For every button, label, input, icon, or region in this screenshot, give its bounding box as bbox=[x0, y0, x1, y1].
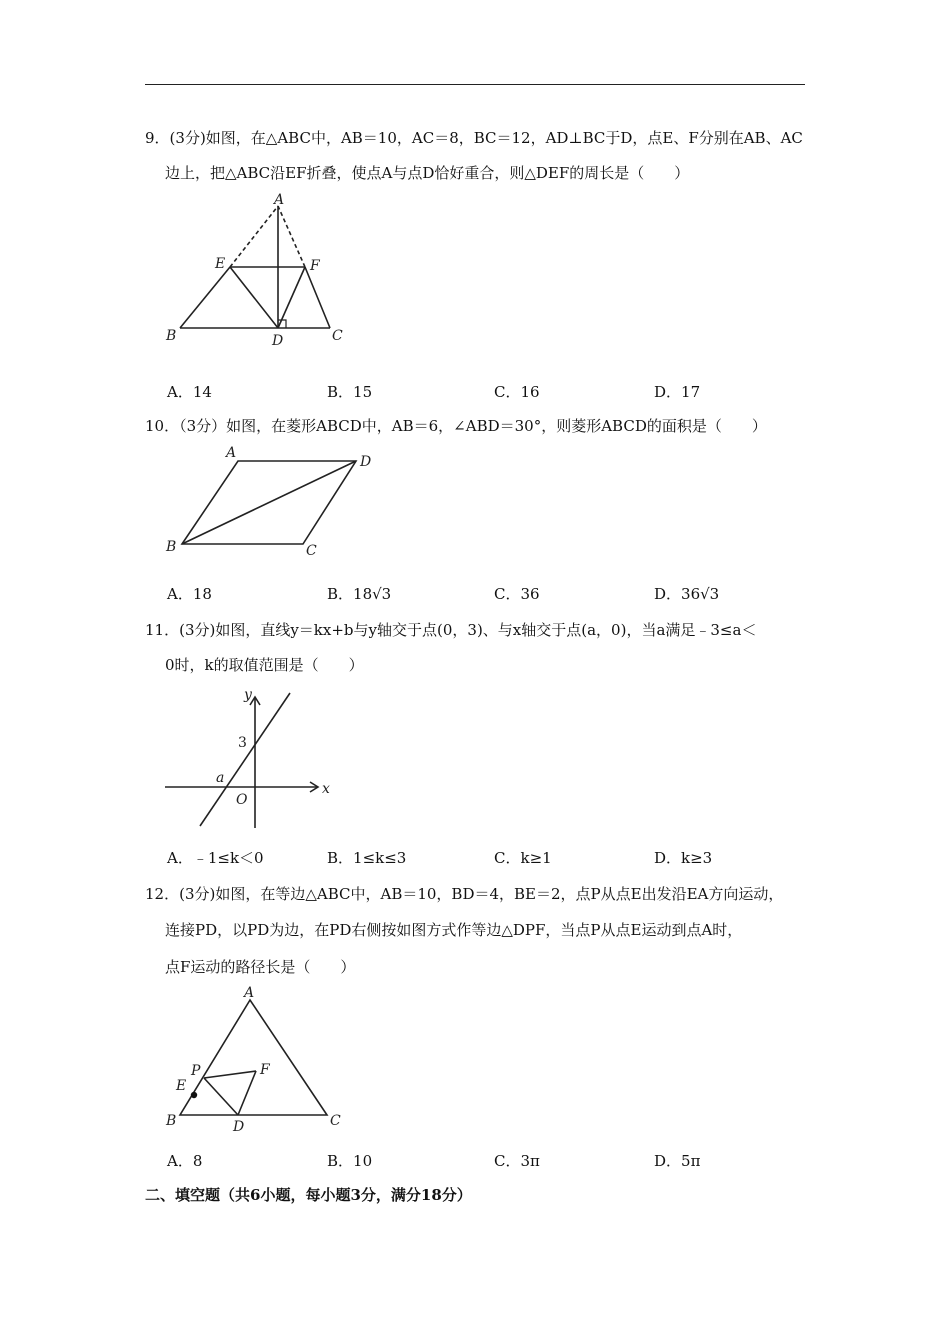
question-9-line-2: 边上，把△ABC沿EF折叠，使点A与点D恰好重合，则△DEF的周长是（ ） bbox=[165, 164, 690, 182]
question-12-option-a[interactable]: A．8 bbox=[167, 1152, 203, 1170]
question-12-option-b[interactable]: B．10 bbox=[327, 1152, 373, 1170]
question-10-figure bbox=[160, 442, 390, 564]
question-12-line-1: 12．(3分)如图，在等边△ABC中，AB＝10，BD＝4，BE＝2，点P从点E出发沿EA方向运动， bbox=[145, 885, 784, 903]
fig10-label-b: B bbox=[166, 539, 177, 555]
fig10-label-a: A bbox=[226, 445, 237, 461]
fig12-label-c: C bbox=[330, 1113, 341, 1129]
question-9-figure bbox=[160, 190, 360, 352]
question-11-option-c[interactable]: C．k≥1 bbox=[494, 849, 552, 867]
question-10-option-b[interactable]: B．18√3 bbox=[327, 585, 392, 603]
question-11-option-b[interactable]: B．1≤k≤3 bbox=[327, 849, 407, 867]
fig9-label-e: E bbox=[215, 256, 226, 272]
fig11-label-3: 3 bbox=[238, 735, 247, 751]
fig12-label-e: E bbox=[176, 1078, 187, 1094]
question-12-line-3: 点F运动的路径长是（ ） bbox=[165, 958, 356, 976]
question-12-line-2: 连接PD，以PD为边，在PD右侧按如图方式作等边△DPF，当点P从点E运动到点A时， bbox=[165, 921, 743, 939]
fig9-label-f: F bbox=[310, 258, 320, 274]
question-10-option-c[interactable]: C．36 bbox=[494, 585, 540, 603]
fig12-label-d: D bbox=[233, 1119, 245, 1135]
fig11-label-y: y bbox=[244, 687, 252, 703]
question-10-option-d[interactable]: D．36√3 bbox=[654, 585, 720, 603]
question-11-line-1: 11．(3分)如图，直线y＝kx+b与y轴交于点(0，3)、与x轴交于点(a，0)，当a满足﹣3≤a＜ bbox=[145, 621, 757, 639]
section-heading: 二、填空题（共6小题，每小题3分，满分18分） bbox=[145, 1186, 472, 1204]
fig10-label-d: D bbox=[360, 454, 372, 470]
fig11-label-x: x bbox=[322, 781, 330, 797]
question-10-option-a[interactable]: A．18 bbox=[167, 585, 212, 603]
fig12-label-p: P bbox=[191, 1063, 201, 1079]
question-12-figure bbox=[160, 985, 360, 1135]
fig11-label-a: a bbox=[216, 770, 225, 786]
fig12-label-b: B bbox=[166, 1113, 177, 1129]
question-11-option-d[interactable]: D．k≥3 bbox=[654, 849, 713, 867]
question-12-option-d[interactable]: D．5π bbox=[654, 1152, 701, 1170]
question-11-option-a[interactable]: A．﹣1≤k＜0 bbox=[167, 849, 264, 867]
question-10-line-1: 10．（3分）如图，在菱形ABCD中，AB＝6，∠ABD＝30°，则菱形ABCD的面积是（ ） bbox=[145, 417, 767, 435]
question-9-option-a[interactable]: A．14 bbox=[167, 383, 212, 401]
fig12-label-a: A bbox=[244, 985, 255, 1001]
fig10-label-c: C bbox=[306, 543, 317, 559]
question-11-figure bbox=[160, 683, 340, 833]
fig9-label-b: B bbox=[166, 328, 177, 344]
question-9-option-b[interactable]: B．15 bbox=[327, 383, 373, 401]
fig12-point-e bbox=[191, 1092, 197, 1098]
question-11-line-2: 0时，k的取值范围是（ ） bbox=[165, 656, 364, 674]
header-rule bbox=[145, 84, 805, 85]
question-9-line-1: 9．(3分)如图，在△ABC中，AB＝10，AC＝8，BC＝12，AD⊥BC于D，点E、F分别在AB、AC bbox=[145, 129, 803, 147]
question-9-option-d[interactable]: D．17 bbox=[654, 383, 701, 401]
fig11-label-o: O bbox=[236, 792, 248, 808]
fig12-label-f: F bbox=[260, 1062, 270, 1078]
question-12-option-c[interactable]: C．3π bbox=[494, 1152, 540, 1170]
fig9-label-c: C bbox=[332, 328, 343, 344]
fig9-label-d: D bbox=[272, 333, 284, 349]
question-9-option-c[interactable]: C．16 bbox=[494, 383, 540, 401]
fig9-label-a: A bbox=[274, 192, 285, 208]
